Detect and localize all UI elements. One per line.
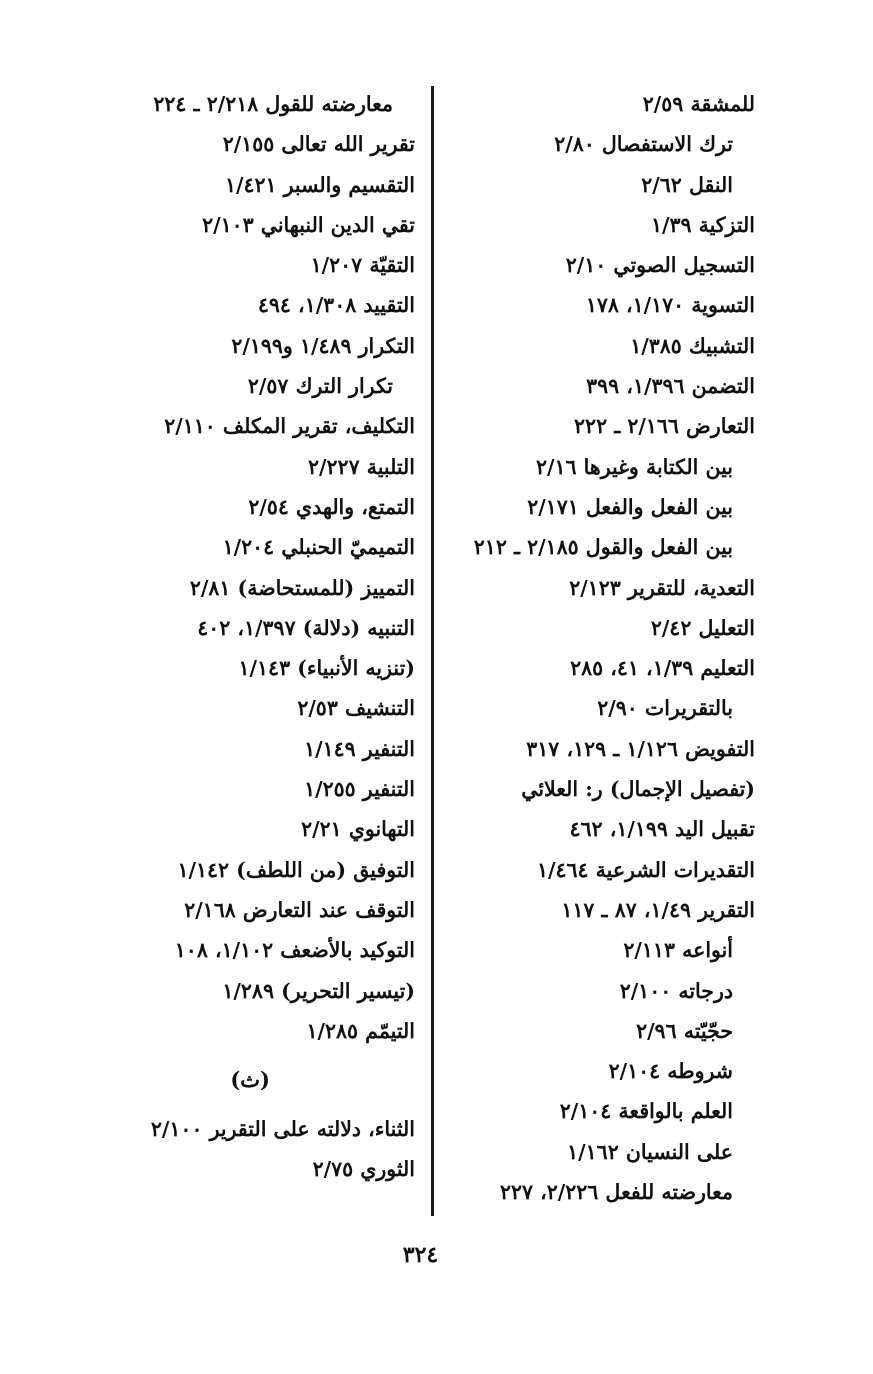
index-entry: بين الفعل والفعل ٢/١٧١ [527,494,733,519]
index-entry: التوفيق (من اللطف) ١/١٤٢ [177,857,415,882]
index-entry: شروطه ٢/١٠٤ [608,1059,733,1084]
index-entry: التنفير ١/١٤٩ [304,736,415,761]
index-entry: التعدية، للتقرير ٢/١٢٣ [569,575,755,600]
index-entry: التمتع، والهدي ٢/٥٤ [248,494,415,519]
index-entry: ترك الاستفصال ٢/٨٠ [554,132,733,157]
index-entry: التسوية ١/١٧٠، ١٧٨ [585,293,755,318]
index-entry: التعارض ٢/١٦٦ ـ ٢٢٢ [574,414,755,439]
index-entry: التيمّم ١/٢٨٥ [306,1018,415,1043]
index-entry: بالتقريرات ٢/٩٠ [597,696,733,721]
index-entry: العلم بالواقعة ٢/١٠٤ [559,1099,733,1124]
index-entry: الثناء، دلالته على التقرير ٢/١٠٠ [150,1117,415,1142]
index-entry: بين الفعل والقول ٢/١٨٥ ـ ٢١٢ [473,535,733,560]
index-entry: التنشيف ٢/٥٣ [297,696,415,721]
index-entry: على النسيان ١/١٦٢ [567,1139,733,1164]
index-entry: التكرار ١/٤٨٩ و٢/١٩٩ [231,333,415,358]
section-letter-heading: (ث) [230,1067,270,1093]
index-entry: التنبيه (دلالة) ١/٣٩٧، ٤٠٢ [197,615,415,640]
index-column-right [355,84,755,1212]
index-entry: التزكية ١/٣٩ [650,212,755,237]
index-entry: التلبية ٢/٢٢٧ [308,454,415,479]
index-entry: التميميّ الحنبلي ١/٢٠٤ [222,535,415,560]
index-entry: تقرير الله تعالى ٢/١٥٥ [222,132,415,157]
index-entry: التكليف، تقرير المكلف ٢/١١٠ [164,414,415,439]
index-entry: التعليم ١/٣٩، ٤١، ٢٨٥ [570,656,755,681]
index-entry: التفويض ١/١٢٦ ـ ١٢٩، ٣١٧ [526,736,755,761]
index-entry: التقييد ١/٣٠٨، ٤٩٤ [257,293,415,318]
index-entry: التعليل ٢/٤٢ [650,615,755,640]
index-entry: تقبيل اليد ١/١٩٩، ٤٦٢ [569,817,755,842]
index-entry: التقيّة ١/٢٠٧ [310,253,415,278]
column-divider [431,86,434,1216]
index-entry: تقي الدين النبهاني ٢/١٠٣ [202,212,415,237]
index-entry: التمييز (للمستحاضة) ٢/٨١ [189,575,415,600]
index-entry: التقسيم والسبر ١/٤٢١ [224,172,415,197]
index-entry: التسجيل الصوتي ٢/١٠ [565,253,755,278]
index-entry: معارضته للقول ٢/٢١٨ ـ ٢٢٤ [153,92,393,116]
index-entry: التنفير ١/٢٥٥ [304,777,415,802]
index-column-left [85,84,415,1190]
index-entry: التضمن ١/٣٩٦، ٣٩٩ [586,374,755,399]
index-entry: تكرار الترك ٢/٥٧ [247,374,393,399]
index-entry: التهانوي ٢/٢١ [301,817,415,842]
index-entry: حجّيّته ٢/٩٦ [636,1018,733,1043]
index-entry: الثوري ٢/٧٥ [312,1157,415,1182]
index-entry: (تفصيل الإجمال) ر: العلائي [521,777,755,802]
index-entry: التوكيد بالأضعف ١/١٠٢، ١٠٨ [174,938,415,963]
index-entry: التقرير ١/٤٩، ٨٧ ـ ١١٧ [561,897,755,922]
index-entry: للمشقة ٢/٥٩ [642,92,755,116]
index-entry: التشبيك ١/٣٨٥ [630,333,755,358]
index-entry: درجاته ٢/١٠٠ [619,978,733,1003]
index-entry: التوقف عند التعارض ٢/١٦٨ [184,897,415,922]
index-entry: (تيسير التحرير) ١/٢٨٩ [222,978,415,1003]
index-entry: أنواعه ٢/١١٣ [623,938,733,963]
index-entry: بين الكتابة وغيرها ٢/١٦ [535,454,733,479]
index-entry: معارضته للفعل ٢/٢٢٦، ٢٢٧ [499,1180,733,1205]
page-number: ٣٢٤ [402,1242,439,1268]
index-entry: التقديرات الشرعية ١/٤٦٤ [536,857,755,882]
index-entry: النقل ٢/٦٢ [641,172,733,197]
index-entry: (تنزيه الأنبياء) ١/١٤٣ [238,656,415,681]
